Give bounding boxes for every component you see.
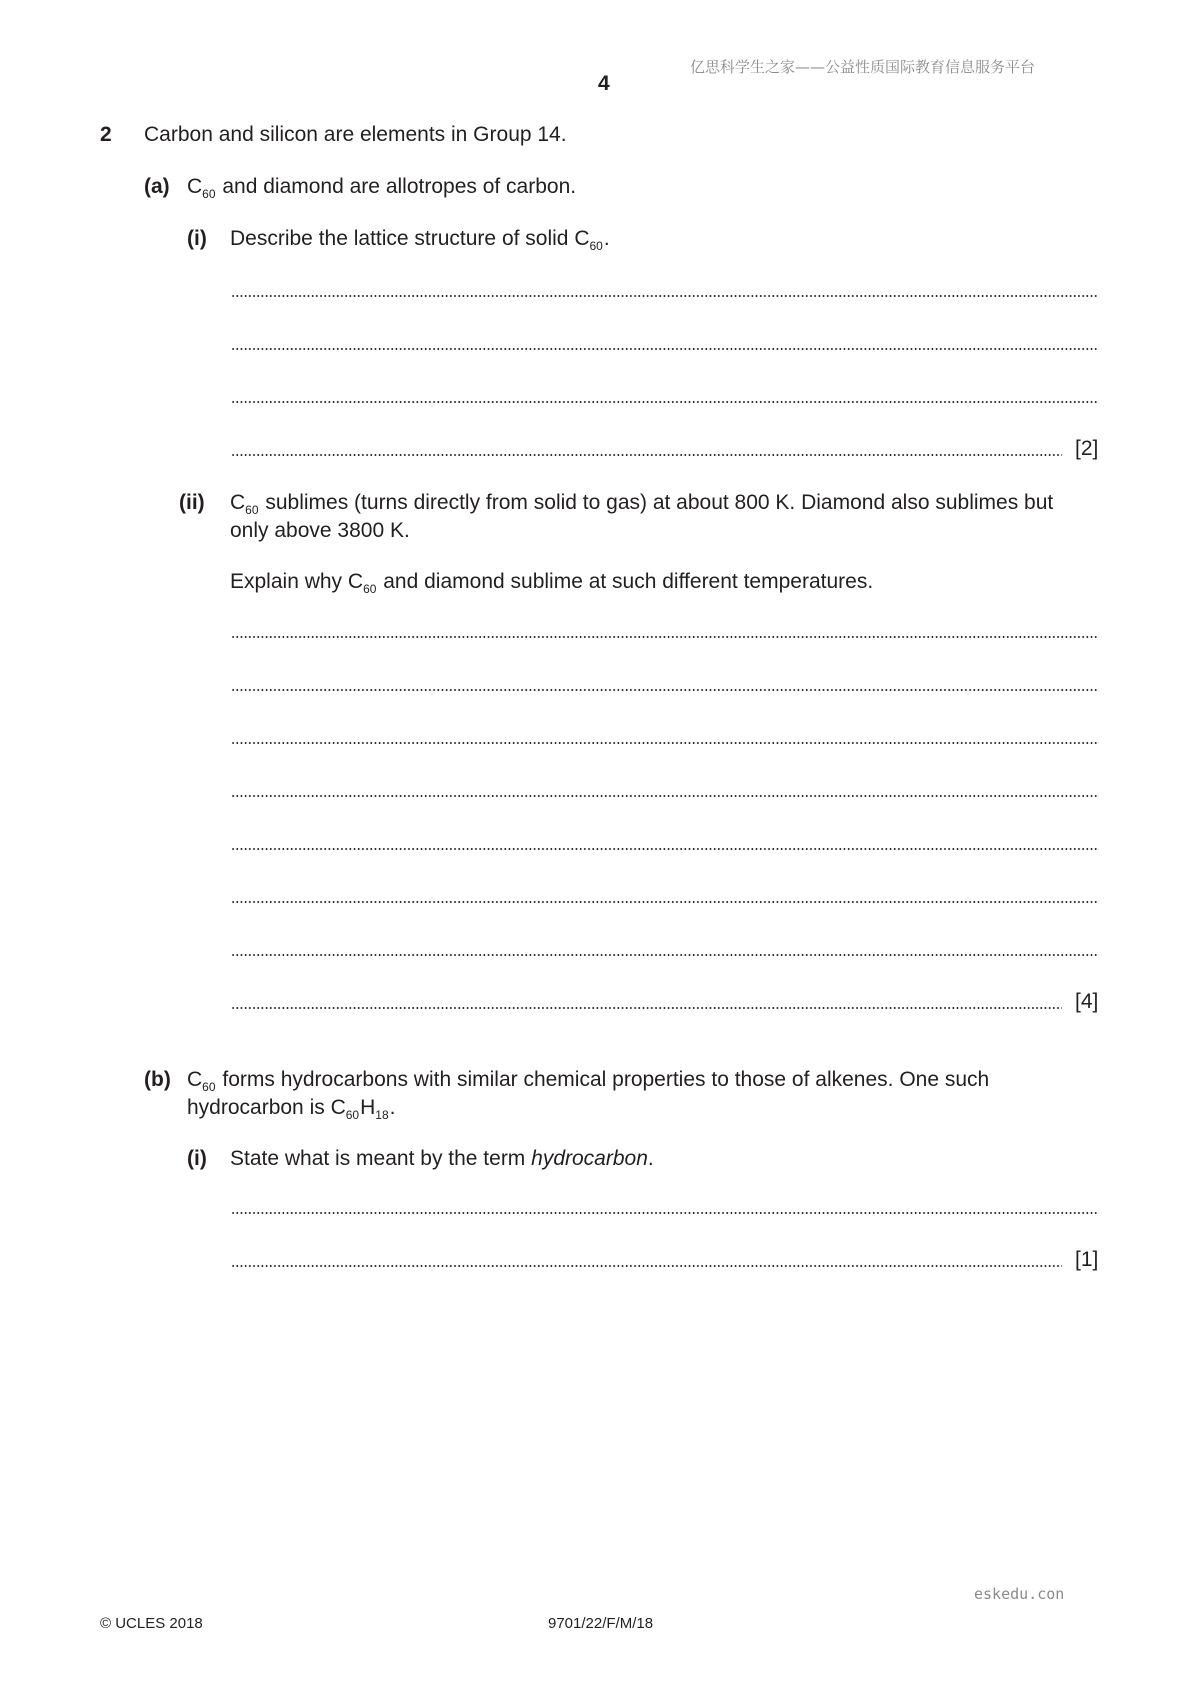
part-a-i-label: (i) <box>187 227 207 250</box>
answer-line[interactable] <box>231 1212 1099 1214</box>
answer-line[interactable] <box>231 1265 1062 1267</box>
answer-line[interactable] <box>231 401 1099 403</box>
footer-site: eskedu.con <box>974 1585 1065 1603</box>
header-watermark: 亿思科学生之家——公益性质国际教育信息服务平台 <box>690 58 1036 76</box>
part-b-i-label: (i) <box>187 1147 207 1170</box>
footer-code: 9701/22/F/M/18 <box>548 1615 654 1632</box>
part-a-ii-label: (ii) <box>179 491 205 514</box>
marks-a-i: [2] <box>1075 437 1099 460</box>
answer-line[interactable] <box>231 901 1099 903</box>
marks-b-i: [1] <box>1075 1248 1099 1271</box>
part-a-ii-explain: Explain why $C_{60}$ and diamond sublime at such different temperatures. <box>230 570 874 596</box>
part-b-text: $C_{60}$ forms hydrocarbons with similar chemical properties to those of alkenes. One such hydrocarbon is $C_{60}H_{18}$. <box>187 1068 990 1122</box>
part-a-i-text: Describe the lattice structure of solid $C_{60}$. <box>230 227 610 253</box>
answer-line[interactable] <box>231 1007 1062 1009</box>
part-a-ii-text: $C_{60}$ sublimes (turns directly from solid to gas) at about 800 K. Diamond also sublimes but only above 3800 K. <box>230 491 1054 542</box>
answer-line[interactable] <box>231 954 1099 956</box>
answer-line[interactable] <box>231 636 1099 638</box>
answer-line[interactable] <box>231 348 1099 350</box>
answer-line[interactable] <box>231 742 1099 744</box>
page-number: 4 <box>598 72 610 95</box>
part-b-i-text: State what is meant by the term hydrocarbon. <box>230 1147 654 1170</box>
answer-line[interactable] <box>231 689 1099 691</box>
question-stem: Carbon and silicon are elements in Group 14. <box>144 123 567 146</box>
answer-line[interactable] <box>231 795 1099 797</box>
question-number: 2 <box>100 123 112 146</box>
part-a-text: $C_{60}$ and diamond are allotropes of carbon. <box>187 175 577 201</box>
part-a-label: (a) <box>144 175 170 198</box>
answer-line[interactable] <box>231 295 1099 297</box>
answer-line[interactable] <box>231 454 1062 456</box>
answer-line[interactable] <box>231 848 1099 850</box>
footer-copyright: © UCLES 2018 <box>100 1615 203 1632</box>
part-b-label: (b) <box>144 1068 171 1091</box>
marks-a-ii: [4] <box>1075 990 1099 1013</box>
